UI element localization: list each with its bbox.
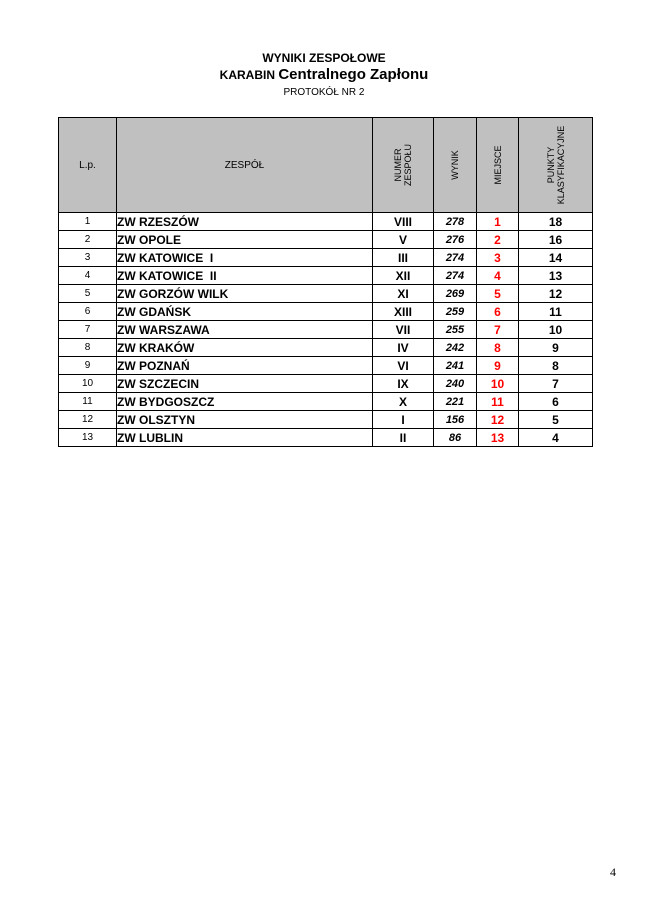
- column-header-team: ZESPÓŁ: [117, 118, 373, 213]
- subtitle-main: Centralnego Zapłonu: [278, 66, 429, 83]
- cell-number: V: [373, 231, 434, 249]
- document-header: [0, 50, 650, 101]
- cell-team: ZW POZNAŃ: [117, 357, 373, 375]
- table-row: [59, 357, 593, 375]
- cell-lp: 7: [59, 321, 117, 339]
- page-title: WYNIKI ZESPOŁOWE: [262, 51, 386, 65]
- cell-result: 86: [434, 429, 477, 447]
- cell-points: 7: [519, 375, 593, 393]
- cell-place: 6: [477, 303, 519, 321]
- cell-lp: 13: [59, 429, 117, 447]
- cell-number: XII: [373, 267, 434, 285]
- cell-place: 3: [477, 249, 519, 267]
- column-header-points-line2: KLASYFIKACYJNE: [555, 125, 566, 205]
- cell-lp: 3: [59, 249, 117, 267]
- cell-number: I: [373, 411, 434, 429]
- cell-place: 13: [477, 429, 519, 447]
- table-row: [59, 213, 593, 231]
- cell-team: ZW WARSZAWA: [117, 321, 373, 339]
- cell-team: ZW KATOWICE I: [117, 249, 373, 267]
- cell-number: VII: [373, 321, 434, 339]
- table-row: [59, 393, 593, 411]
- cell-points: 12: [519, 285, 593, 303]
- cell-place: 5: [477, 285, 519, 303]
- cell-team: ZW SZCZECIN: [117, 375, 373, 393]
- table-row: [59, 249, 593, 267]
- cell-lp: 2: [59, 231, 117, 249]
- cell-points: 9: [519, 339, 593, 357]
- cell-result: 259: [434, 303, 477, 321]
- cell-lp: 1: [59, 213, 117, 231]
- cell-place: 7: [477, 321, 519, 339]
- cell-team: ZW GDAŃSK: [117, 303, 373, 321]
- table-row: [59, 339, 593, 357]
- cell-result: 274: [434, 267, 477, 285]
- cell-place: 1: [477, 213, 519, 231]
- cell-place: 8: [477, 339, 519, 357]
- column-header-place: MIEJSCE: [477, 118, 519, 213]
- cell-number: X: [373, 393, 434, 411]
- cell-result: 274: [434, 249, 477, 267]
- cell-number: XIII: [373, 303, 434, 321]
- cell-points: 14: [519, 249, 593, 267]
- cell-lp: 10: [59, 375, 117, 393]
- cell-team: ZW BYDGOSZCZ: [117, 393, 373, 411]
- cell-number: IX: [373, 375, 434, 393]
- cell-place: 2: [477, 231, 519, 249]
- cell-points: 8: [519, 357, 593, 375]
- cell-points: 4: [519, 429, 593, 447]
- cell-result: 221: [434, 393, 477, 411]
- cell-points: 6: [519, 393, 593, 411]
- cell-number: II: [373, 429, 434, 447]
- table-header-row: [59, 118, 593, 213]
- cell-result: 242: [434, 339, 477, 357]
- cell-lp: 8: [59, 339, 117, 357]
- protocol-label: PROTOKÓŁ NR 2: [283, 87, 365, 98]
- cell-team: ZW KATOWICE II: [117, 267, 373, 285]
- cell-lp: 6: [59, 303, 117, 321]
- cell-number: III: [373, 249, 434, 267]
- page-number: 4: [610, 865, 616, 879]
- cell-number: XI: [373, 285, 434, 303]
- column-header-lp: L.p.: [59, 118, 117, 213]
- table-row: [59, 231, 593, 249]
- cell-points: 18: [519, 213, 593, 231]
- cell-result: 241: [434, 357, 477, 375]
- cell-points: 10: [519, 321, 593, 339]
- cell-lp: 4: [59, 267, 117, 285]
- table-row: [59, 267, 593, 285]
- cell-place: 4: [477, 267, 519, 285]
- cell-lp: 9: [59, 357, 117, 375]
- cell-lp: 5: [59, 285, 117, 303]
- cell-points: 13: [519, 267, 593, 285]
- cell-team: ZW OLSZTYN: [117, 411, 373, 429]
- column-header-number-line1: NUMER: [393, 148, 403, 182]
- table-row: [59, 375, 593, 393]
- cell-team: ZW KRAKÓW: [117, 339, 373, 357]
- column-header-result: WYNIK: [434, 118, 477, 213]
- cell-result: 255: [434, 321, 477, 339]
- cell-result: 156: [434, 411, 477, 429]
- column-header-points: [519, 118, 593, 213]
- cell-place: 10: [477, 375, 519, 393]
- cell-place: 9: [477, 357, 519, 375]
- results-table: [58, 117, 593, 447]
- cell-result: 240: [434, 375, 477, 393]
- cell-team: ZW LUBLIN: [117, 429, 373, 447]
- cell-place: 12: [477, 411, 519, 429]
- table-row: [59, 303, 593, 321]
- column-header-points-line1: PUNKTY: [545, 146, 556, 184]
- page-subtitle: [0, 66, 650, 84]
- cell-lp: 12: [59, 411, 117, 429]
- column-header-number-line2: ZESPOŁU: [403, 143, 413, 187]
- table-row: [59, 285, 593, 303]
- cell-team: ZW GORZÓW WILK: [117, 285, 373, 303]
- cell-result: 278: [434, 213, 477, 231]
- column-header-number: [373, 118, 434, 213]
- cell-lp: 11: [59, 393, 117, 411]
- subtitle-prefix: KARABIN: [219, 68, 275, 82]
- cell-number: VIII: [373, 213, 434, 231]
- cell-number: IV: [373, 339, 434, 357]
- table-row: [59, 321, 593, 339]
- cell-team: ZW OPOLE: [117, 231, 373, 249]
- cell-number: VI: [373, 357, 434, 375]
- cell-points: 11: [519, 303, 593, 321]
- table-row: [59, 411, 593, 429]
- cell-team: ZW RZESZÓW: [117, 213, 373, 231]
- table-row: [59, 429, 593, 447]
- cell-result: 269: [434, 285, 477, 303]
- cell-result: 276: [434, 231, 477, 249]
- cell-points: 16: [519, 231, 593, 249]
- cell-points: 5: [519, 411, 593, 429]
- cell-place: 11: [477, 393, 519, 411]
